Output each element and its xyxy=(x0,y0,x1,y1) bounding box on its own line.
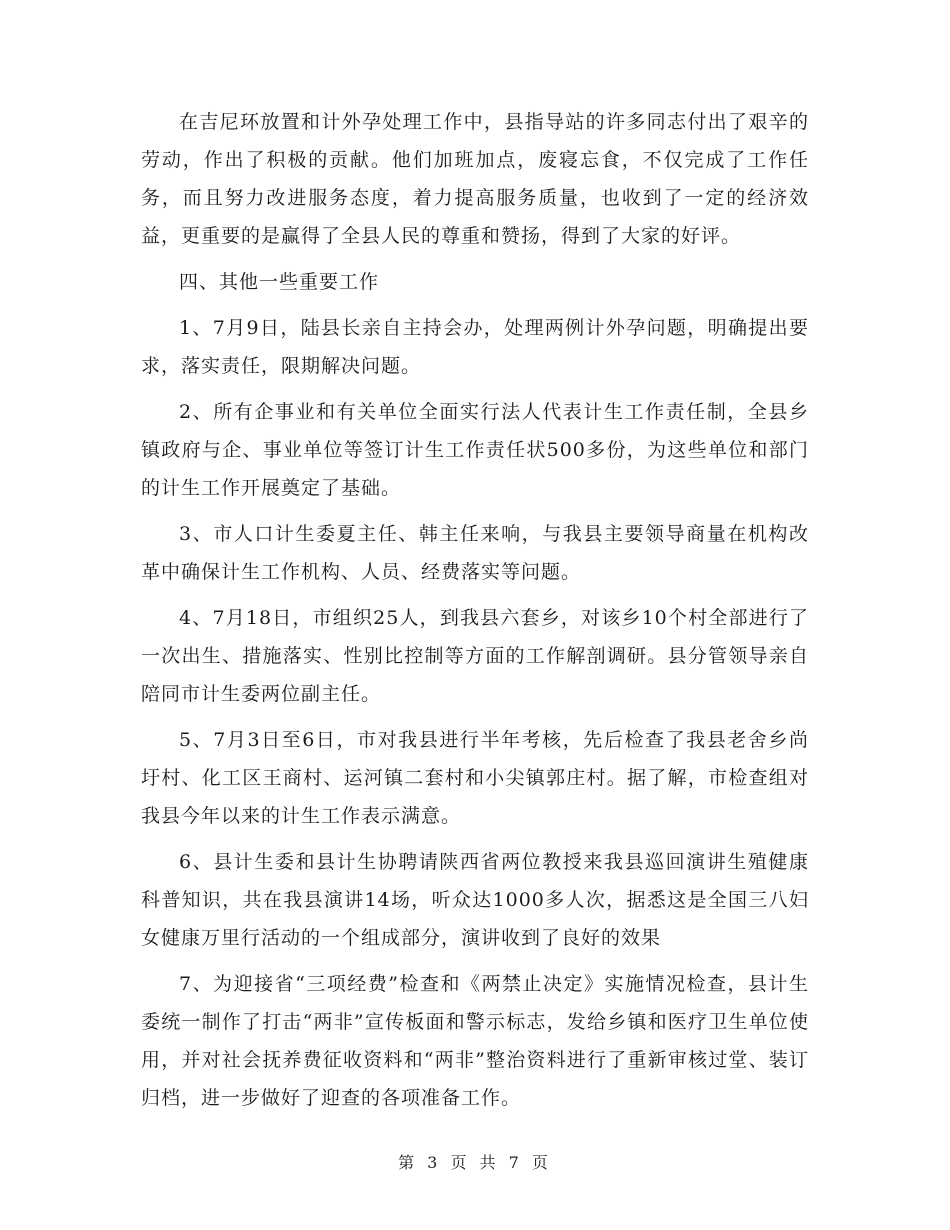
document-body xyxy=(141,103,809,1125)
list-item: 2、所有企事业和有关单位全面实行法人代表计生工作责任制，全县乡镇政府与企、事业单位等签订计生工作责任状500多份，为这些单位和部门的计生工作开展奠定了基础。 xyxy=(141,401,809,499)
paragraph-work-summary: 在吉尼环放置和计外孕处理工作中，县指导站的许多同志付出了艰辛的劳动，作出了积极的贡献。他们加班加点，废寝忘食，不仅完成了工作任务，而且努力改进服务态度，着力提高服务质量，也收到了一定的经济效益，更重要的是赢得了全县人民的尊重和赞扬，得到了大家的好评。 xyxy=(141,111,809,247)
list-item: 3、市人口计生委夏主任、韩主任来响，与我县主要领导商量在机构改革中确保计生工作机构、人员、经费落实等问题。 xyxy=(141,523,809,583)
list-item: 6、县计生委和县计生协聘请陕西省两位教授来我县巡回演讲生殖健康科普知识，共在我县演讲14场，听众达1000多人次，据悉这是全国三八妇女健康万里行活动的一个组成部分，演讲收到了良好的效果 xyxy=(141,851,809,949)
list-item: 4、7月18日，市组织25人，到我县六套乡，对该乡10个村全部进行了一次出生、措施落实、性别比控制等方面的工作解剖调研。县分管领导亲自陪同市计生委两位副主任。 xyxy=(141,607,809,705)
list-item: 1、7月9日，陆县长亲自主持会办，处理两例计外孕问题，明确提出要求，落实责任，限期解决问题。 xyxy=(141,317,809,377)
page-number-footer: 第 3 页 共 7 页 xyxy=(398,1153,552,1172)
list-item: 7、为迎接省“三项经费”检查和《两禁止决定》实施情况检查，县计生委统一制作了打击“两非”宣传板面和警示标志，发给乡镇和医疗卫生单位使用，并对社会抚养费征收资料和“两非”整治资料进行了重新审核过堂、装订归档，进一步做好了迎查的各项准备工作。 xyxy=(141,973,809,1109)
list-item: 5、7月3日至6日，市对我县进行半年考核，先后检查了我县老舍乡尚圩村、化工区王商村、运河镇二套村和小尖镇郭庄村。据了解，市检查组对我县今年以来的计生工作表示满意。 xyxy=(141,729,809,827)
section-heading: 四、其他一些重要工作 xyxy=(179,271,380,293)
